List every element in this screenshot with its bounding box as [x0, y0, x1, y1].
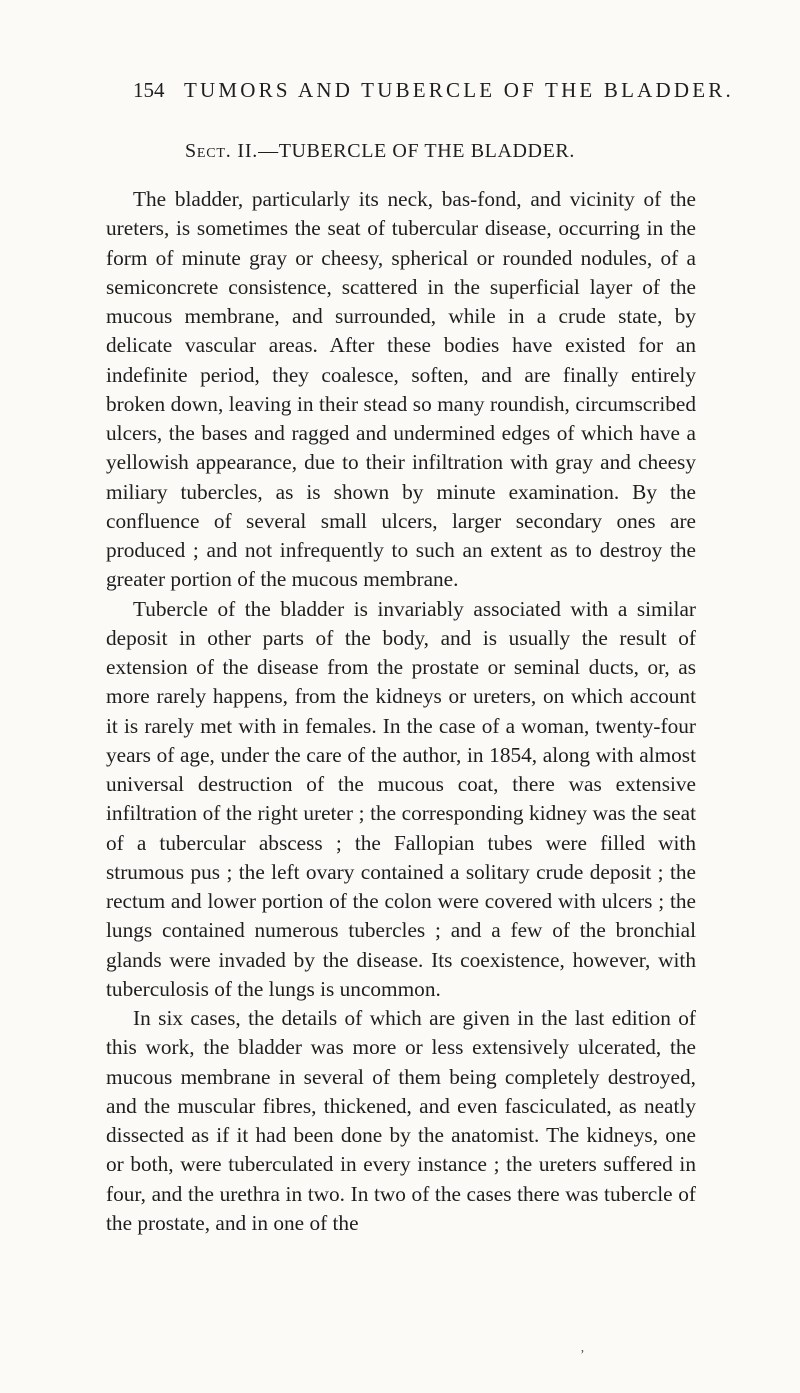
- section-title: —TUBERCLE OF THE BLADDER.: [258, 140, 575, 162]
- running-head: [133, 78, 734, 112]
- paragraph-2: Tubercle of the bladder is invariably associated with a similar deposit in other parts of the body, and is usually the result of extension of the disease from the prostate or seminal ducts, or, as more rarely happens, from the kidneys or ureters, on which account it is rarely met with in females. In the case of a woman, twenty-four years of age, under the care of the author, in 1854, along with almost universal destruction of the mucous coat, there was extensive infiltration of the right ureter ; the corresponding kidney was the seat of a tubercular abscess ; the Fallopian tubes were filled with strumous pus ; the left ovary contained a solitary crude deposit ; the rectum and lower portion of the colon were covered with ulcers ; the lungs contained numerous tubercles ; and a few of the bronchial glands were invaded by the disease. Its coexistence, however, with tuberculosis of the lungs is uncommon.: [106, 596, 696, 1001]
- stray-print-mark: ’: [580, 1348, 585, 1363]
- running-title: TUMORS AND TUBERCLE OF THE BLADDER.: [184, 78, 734, 102]
- paragraph-1: The bladder, particularly its neck, bas-fond, and vicinity of the ureters, is sometimes the seat of tubercular disease, occurring in the form of minute gray or cheesy, spherical or rounded nodules, of a semiconcrete consistence, scattered in the superficial layer of the mucous membrane, and surrounded, while in a crude state, by delicate vascular areas. After these bodies have existed for an indefinite period, they coalesce, soften, and are finally entirely broken down, leaving in their stead so many roundish, circumscribed ulcers, the bases and ragged and undermined edges of which have a yellowish appearance, due to their infiltration with gray and cheesy miliary tubercles, as is shown by minute examination. By the confluence of several small ulcers, larger secondary ones are produced ; and not infrequently to such an extent as to destroy the greater portion of the mucous membrane.: [106, 187, 696, 592]
- page-number: 154: [133, 78, 165, 102]
- section-heading: [185, 140, 575, 163]
- paragraph-3: In six cases, the details of which are given in the last edition of this work, the bladder was more or less extensively ulcerated, the mucous membrane in several of them being completely destroyed, and the muscular fibres, thickened, and even fasciculated, as neatly dissected as if it had been done by the anatomist. The kidneys, one or both, were tuberculated in every instance ; the ureters suffered in four, and the urethra in two. In two of the cases there was tubercle of the prostate, and in one of the: [106, 1006, 696, 1235]
- body-text: [106, 185, 696, 1238]
- section-label: Sect. II.: [185, 140, 259, 162]
